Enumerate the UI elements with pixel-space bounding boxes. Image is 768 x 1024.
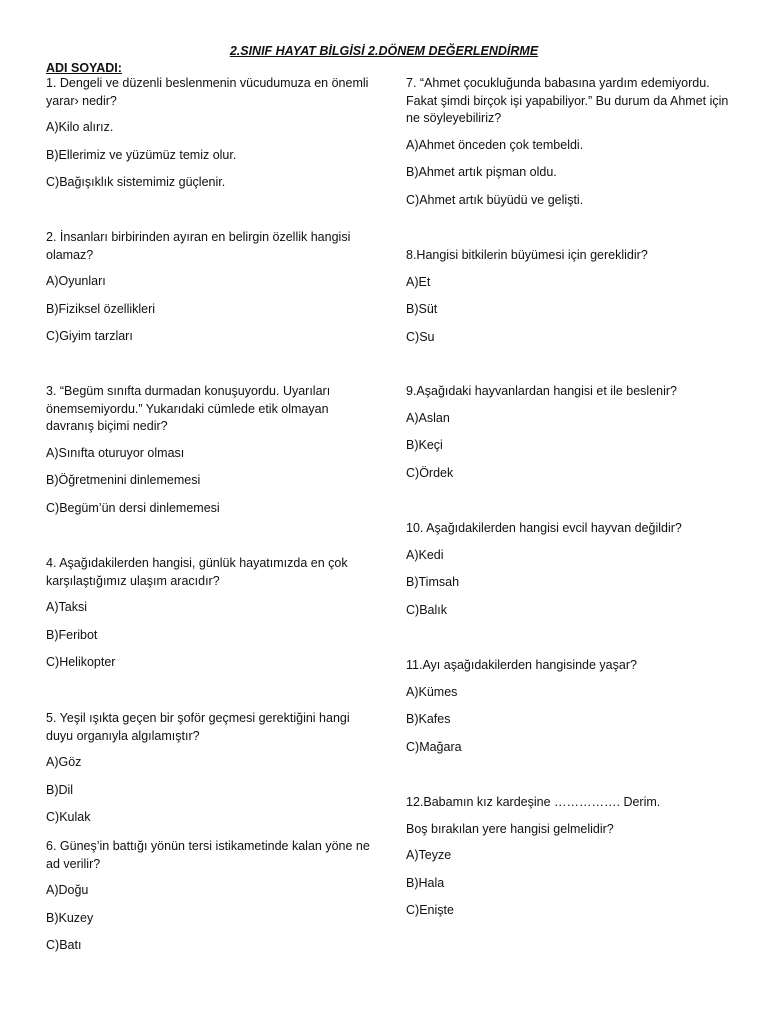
option-b: B)Ahmet artık pişman oldu. (406, 165, 557, 179)
option-b: B)Dil (46, 782, 74, 797)
option-b: B)Keçi (406, 438, 443, 452)
option-c: C)Helikopter (46, 655, 116, 669)
option-b: B)Timsah (406, 575, 460, 589)
option-a: A)Et (406, 274, 431, 289)
question-stem: 1. Dengeli ve düzenli beslenmenin vücudumuza en önemli yarar› nedir? (46, 76, 369, 108)
option-b: B)Süt (406, 302, 438, 316)
option-c: C)Batı (46, 938, 82, 952)
question-3 (46, 383, 376, 527)
question-11 (406, 657, 736, 766)
question-9 (406, 383, 736, 492)
question-stem: 4. Aşağıdakilerden hangisi, günlük hayatımızda en çok karşılaştığımız ulaşım aracıdır? (46, 556, 348, 588)
question-7 (406, 75, 736, 219)
option-c: C)Kulak (46, 810, 91, 824)
option-c: C)Bağışıklık sistemimiz güçlenir. (46, 175, 226, 189)
question-12 (406, 794, 736, 930)
question-8 (406, 247, 736, 356)
option-c: C)Su (406, 329, 435, 344)
option-c: C)Giyim tarzları (46, 329, 133, 343)
option-b: B)Fiziksel özellikleri (46, 301, 156, 316)
option-a: A)Kedi (406, 547, 444, 562)
question-stem: 11.Ayı aşağıdakilerden hangisinde yaşar? (406, 658, 637, 672)
option-a: A)Sınıfta oturuyor olması (46, 445, 185, 460)
option-b: B)Kafes (406, 712, 451, 726)
option-b: B)Kuzey (46, 910, 94, 925)
question-stem: 3. “Begüm sınıfta durmadan konuşuyordu. Uyarıları önemsemiyordu.” Yukarıdaki cümlede etik olmayan davranış biçimi nedir? (46, 384, 331, 433)
option-b: B)Ellerimiz ve yüzümüz temiz olur. (46, 147, 237, 162)
option-a: A)Oyunları (46, 274, 106, 288)
option-b: B)Öğretmenini dinlememesi (46, 473, 201, 487)
question-2 (46, 229, 376, 356)
question-stem: 5. Yeşil ışıkta geçen bir şoför geçmesi gerektiğini hangi duyu organıyla algılamıştır? (46, 711, 350, 743)
option-a: A)Ahmet önceden çok tembeldi. (406, 137, 584, 152)
question-stem: 2. İnsanları birbirinden ayıran en belirgin özellik hangisi olamaz? (46, 230, 351, 262)
option-b: B)Feribot (46, 627, 98, 642)
option-c: C)Enişte (406, 903, 454, 917)
question-1 (46, 75, 376, 202)
question-4 (46, 555, 376, 682)
option-c: C)Ahmet artık büyüdü ve gelişti. (406, 192, 584, 207)
question-5 (46, 710, 376, 837)
question-stem: 12.Babamın kız kardeşine ……………. Derim. (406, 795, 661, 809)
option-a: A)Aslan (406, 410, 450, 425)
option-a: A)Doğu (46, 883, 89, 897)
option-a: A)Taksi (46, 600, 87, 614)
option-b: B)Hala (406, 875, 445, 890)
question-stem: 10. Aşağıdakilerden hangisi evcil hayvan değildir? (406, 521, 682, 535)
question-stem: 7. “Ahmet çocukluğunda babasına yardım edemiyordu. Fakat şimdi birçok işi yapabiliyor.” Bu durum da Ahmet için ne söyleyebiliriz? (406, 76, 729, 125)
option-c: C)Balık (406, 602, 447, 617)
question-stem-line-2: Boş bırakılan yere hangisi gelmelidir? (406, 821, 614, 836)
page-title: 2.SINIF HAYAT BİLGİSİ 2.DÖNEM DEĞERLENDİRME (229, 44, 539, 58)
option-a: A)Kilo alırız. (46, 120, 114, 134)
question-stem: 9.Aşağıdaki hayvanlardan hangisi et ile beslenir? (406, 384, 678, 398)
option-c: C)Begüm’ün dersi dinlememesi (46, 500, 220, 515)
option-a: A)Kümes (406, 684, 458, 699)
option-c: C)Mağara (406, 739, 462, 754)
question-stem: 8.Hangisi bitkilerin büyümesi için gereklidir? (406, 248, 648, 262)
name-label: ADI SOYADI: (46, 61, 122, 75)
question-10 (406, 520, 736, 629)
question-6 (46, 838, 376, 965)
option-c: C)Ördek (406, 465, 454, 480)
option-a: A)Göz (46, 755, 82, 769)
question-stem: 6. Güneş’in battığı yönün tersi istikametinde kalan yöne ne ad verilir? (46, 839, 370, 871)
option-a: A)Teyze (406, 848, 452, 862)
